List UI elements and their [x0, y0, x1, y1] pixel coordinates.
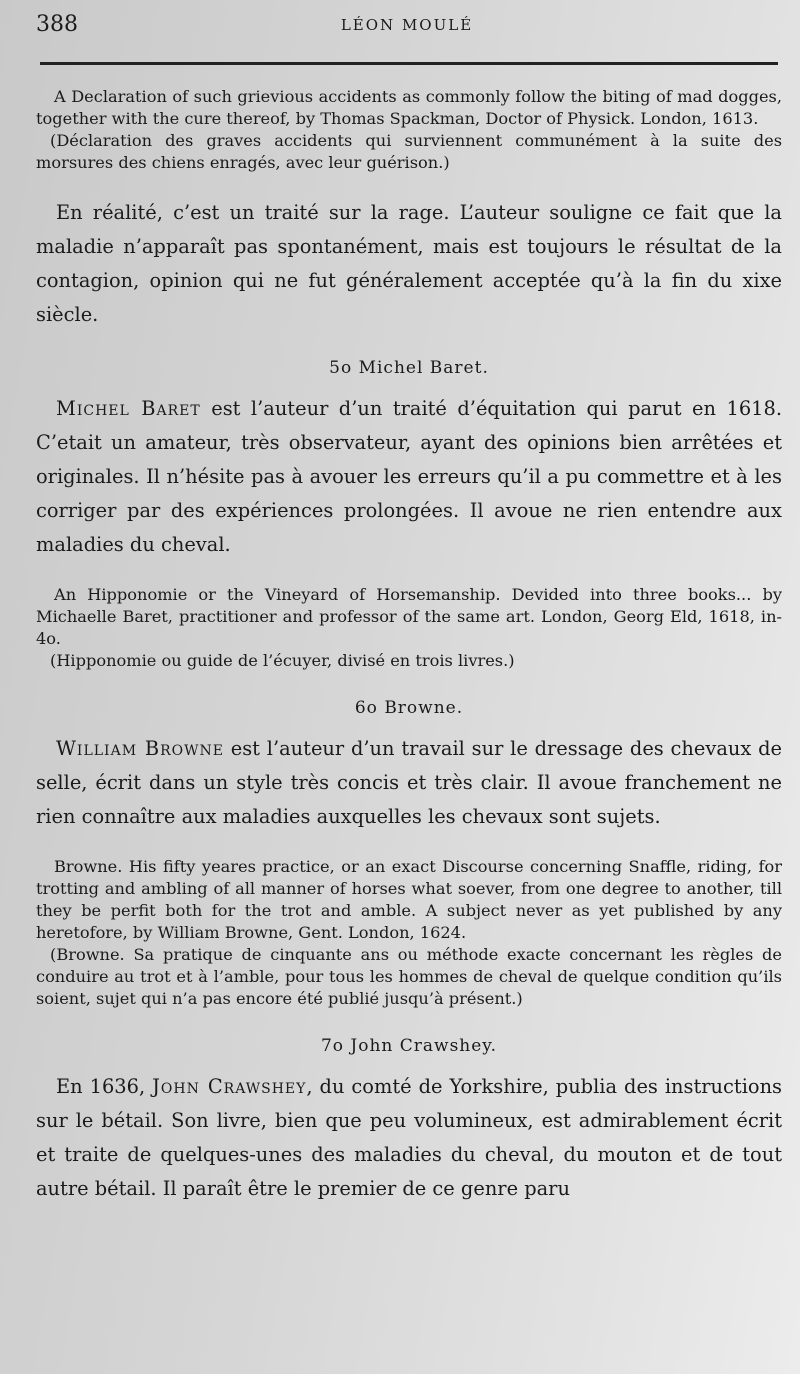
section-heading-6: 6o Browne. — [354, 698, 464, 718]
header-rule — [40, 62, 778, 65]
baret-reference: An Hipponomie or the Vineyard of Horsemanship. Devided into three books... by Michaelle Baret, practitioner and professor of the same art. London, Georg Eld, 1618, in-4o. — [36, 585, 782, 648]
section-heading-5: 5o Michel Baret. — [329, 358, 489, 378]
browne-reference: Browne. His fifty yeares practice, or an exact Discourse concerning Snaffle, riding, for trotting and ambling of all manner of horses what soever, from one degree to another, till they be perfit both for the trot and amble. A subject never as yet published by any heretofore, by William Browne, Gent. London, 1624. — [36, 857, 782, 942]
running-title: LÉON MOULÉ — [340, 16, 474, 34]
page-header — [36, 12, 778, 42]
spackman-translation: (Déclaration des graves accidents qui surviennent communément à la suite des morsures des chiens enragés, avec leur guérison.) — [36, 131, 782, 172]
section-heading-7: 7o John Crawshey. — [320, 1036, 498, 1056]
author-name-baret: Michel Baret — [56, 397, 201, 420]
baret-text: est l’auteur d’un traité d’équitation qui parut en 1618. C’etait un amateur, très observateur, ayant des opinions bien arrêtées et originales. Il n’hésite pas à avouer les erreurs qu’il a pu commettre et à les corriger par des expériences prolongées. Il avoue ne rien entendre aux maladies du cheval. — [36, 397, 782, 556]
baret-translation: (Hipponomie ou guide de l’écuyer, divisé en trois livres.) — [50, 651, 515, 670]
baret-paragraph — [36, 392, 782, 562]
crawshey-text: , du comté de Yorkshire, publia des instructions sur le bétail. Son livre, bien que peu volumineux, est admirablement écrit et traite de quelques-unes des maladies du cheval, du mouton et de tout autre bétail. Il paraît être le premier de ce genre paru — [36, 1075, 783, 1200]
browne-translation: (Browne. Sa pratique de cinquante ans ou méthode exacte concernant les règles de conduire au trot et à l’amble, pour tous les hommes de cheval de quelque condition qu’ils soient, sujet qui n’a pas encore été publié jusqu’à présent.) — [36, 945, 782, 1008]
author-name-crawshey: John Crawshey — [152, 1075, 307, 1098]
browne-paragraph — [36, 732, 782, 834]
spackman-paragraph: En réalité, c’est un traité sur la rage. L’auteur souligne ce fait que la maladie n’apparaît pas spontanément, mais est toujours le résultat de la contagion, opinion qui ne fut généralement acceptée qu’à la fin du xixe siècle. — [36, 201, 782, 326]
spackman-reference: A Declaration of such grievious accidents as commonly follow the biting of mad dogges, together with the cure thereof, by Thomas Spackman, Doctor of Physick. London, 1613. — [36, 87, 782, 128]
author-name-browne: William Browne — [56, 737, 224, 760]
page-number: 388 — [36, 12, 78, 37]
crawshey-paragraph — [36, 1070, 782, 1206]
page-content — [36, 86, 782, 1206]
browne-text: est l’auteur d’un travail sur le dressage des chevaux de selle, écrit dans un style très concis et très clair. Il avoue franchement ne rien connaître aux maladies auxquelles les chevaux sont sujets. — [36, 737, 782, 828]
crawshey-intro: En 1636, — [56, 1075, 153, 1098]
